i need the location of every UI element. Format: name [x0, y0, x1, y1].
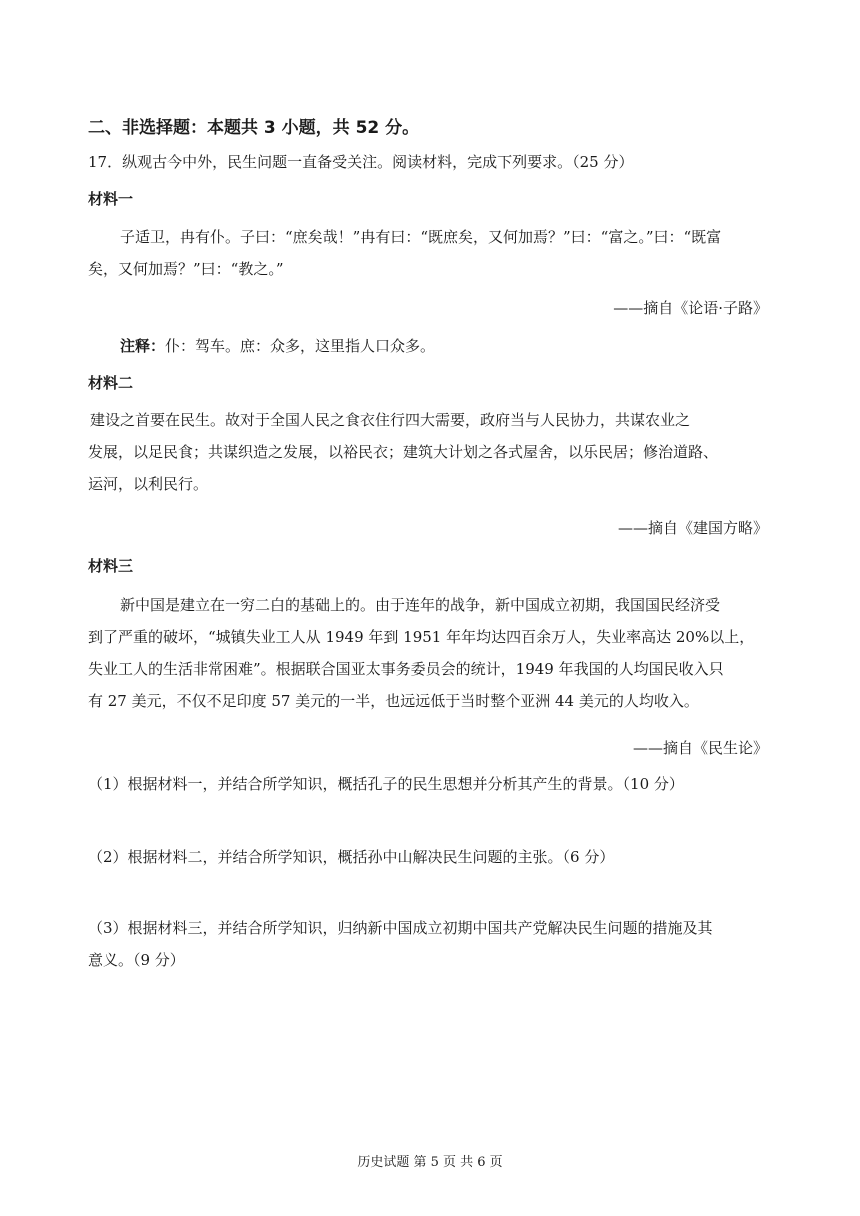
sub-question-3: [88, 912, 713, 976]
material-2-text: [88, 404, 718, 500]
sub-question-3-line: （3）根据材料三，并结合所学知识，归纳新中国成立初期中国共产党解决民生问题的措施及其: [88, 919, 713, 937]
sub-question-3-line: 意义。（9 分）: [88, 951, 185, 969]
material-3-text: [88, 589, 754, 717]
material-3-line: 有 27 美元，不仅不足印度 57 美元的一半，也远远低于当时整个亚洲 44 美元的人均收入。: [88, 692, 699, 710]
note-text: 仆：驾车。庶：众多，这里指人口众多。: [165, 337, 436, 355]
sub-question-1: （1）根据材料一，并结合所学知识，概括孔子的民生思想并分析其产生的背景。（10 分）: [88, 775, 684, 793]
material-1-line: 矣，又何加焉？”曰：“教之。”: [88, 260, 284, 278]
section-heading: 二、非选择题：本题共 3 小题，共 52 分。: [88, 118, 420, 138]
sub-question-2: （2）根据材料二，并结合所学知识，概括孙中山解决民生问题的主张。（6 分）: [88, 848, 615, 866]
material-1-line: 子适卫，冉有仆。子曰：“庶矣哉！”冉有曰：“既庶矣，又何加焉？”曰：“富之。”曰：“既富: [120, 228, 722, 246]
material-3-line: 失业工人的生活非常困难”。根据联合国亚太事务委员会的统计，1949 年我国的人均国民收入只: [88, 660, 724, 678]
material-2-label: 材料二: [88, 374, 134, 392]
material-3-line: 新中国是建立在一穷二白的基础上的。由于连年的战争，新中国成立初期，我国国民经济受: [120, 596, 721, 614]
material-2-line: 发展，以足民食；共谋织造之发展，以裕民衣；建筑大计划之各式屋舍，以乐民居；修治道路、: [88, 443, 719, 461]
material-3-source: ——摘自《民生论》: [632, 739, 768, 757]
material-3-line: 到了严重的破坏，“城镇失业工人从 1949 年到 1951 年年均达四百余万人，失业率高达 20%以上，: [88, 628, 755, 646]
material-1-note: [120, 335, 435, 356]
page-footer: 历史试题 第 5 页 共 6 页: [357, 1155, 503, 1170]
material-1-source: ——摘自《论语·子路》: [613, 299, 768, 317]
question-17-stem: 17．纵观古今中外，民生问题一直备受关注。阅读材料，完成下列要求。（25 分）: [88, 153, 634, 171]
note-label: 注释：: [120, 337, 166, 355]
material-2-source: ——摘自《建国方略》: [617, 519, 768, 537]
material-1-label: 材料一: [88, 190, 134, 208]
material-1-text: [88, 221, 721, 285]
material-2-line: 建设之首要在民生。故对于全国人民之食衣住行四大需要，政府当与人民协力，共谋农业之: [90, 411, 691, 429]
material-3-label: 材料三: [88, 557, 134, 575]
material-2-line: 运河，以利民行。: [88, 475, 209, 493]
